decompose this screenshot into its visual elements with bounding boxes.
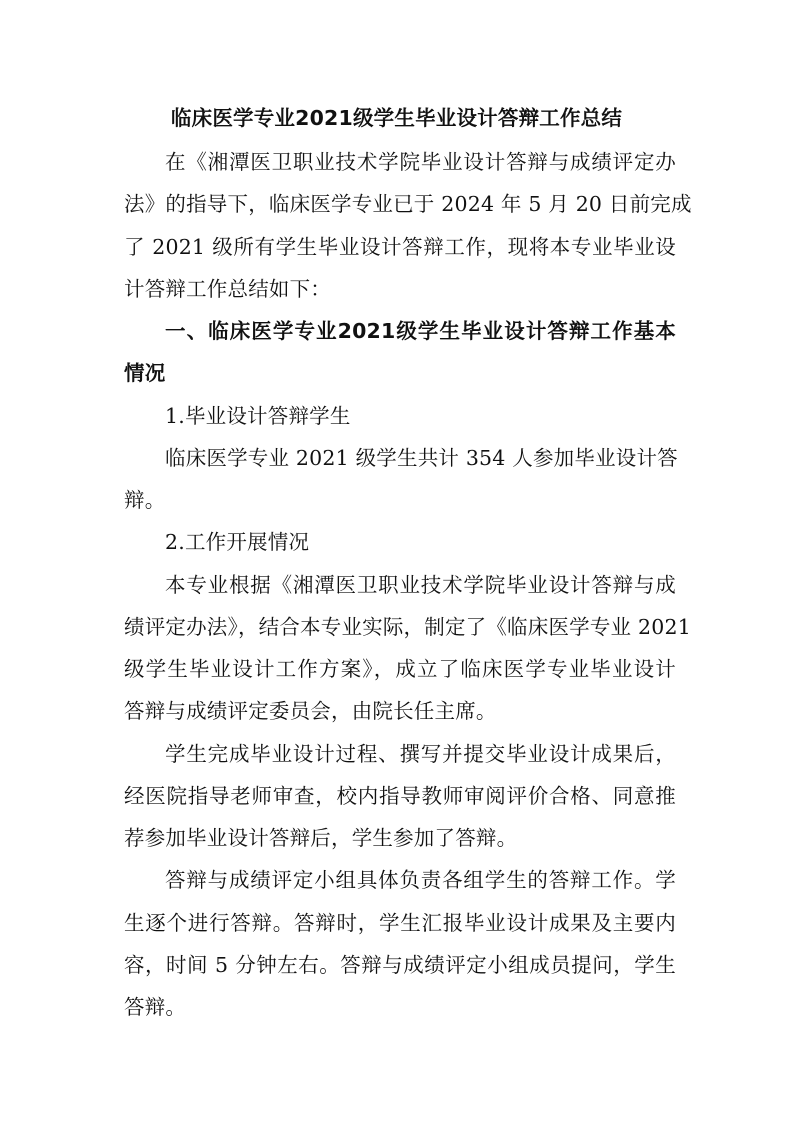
paragraph-line: 本专业根据《湘潭医卫职业技术学院毕业设计答辩与成 bbox=[165, 573, 676, 597]
paragraph-line: 在《湘潭医卫职业技术学院毕业设计答辩与成绩评定办 bbox=[165, 150, 676, 174]
subsection-heading: 1.毕业设计答辩学生 bbox=[165, 404, 351, 428]
paragraph-line: 了 2021 级所有学生毕业设计答辩工作，现将本专业毕业设 bbox=[124, 235, 676, 259]
paragraph-line: 法》的指导下，临床医学专业已于 2024 年 5 月 20 日前完成 bbox=[124, 192, 692, 216]
paragraph-line: 荐参加毕业设计答辩后，学生参加了答辩。 bbox=[124, 826, 518, 850]
paragraph-line: 级学生毕业设计工作方案》，成立了临床医学专业毕业设计 bbox=[124, 657, 676, 681]
paragraph-line: 生逐个进行答辩。答辩时，学生汇报毕业设计成果及主要内 bbox=[124, 911, 676, 935]
paragraph-line: 经医院指导老师审查，校内指导教师审阅评价合格、同意推 bbox=[124, 784, 676, 808]
paragraph-line: 答辩与成绩评定委员会，由院长任主席。 bbox=[124, 699, 497, 723]
subsection-heading: 2.工作开展情况 bbox=[165, 530, 310, 554]
paragraph-line: 绩评定办法》，结合本专业实际，制定了《临床医学专业 2021 bbox=[124, 615, 691, 639]
paragraph-line: 临床医学专业 2021 级学生共计 354 人参加毕业设计答 bbox=[165, 446, 678, 470]
paragraph-line: 答辩与成绩评定小组具体负责各组学生的答辩工作。学 bbox=[165, 868, 676, 892]
paragraph-line: 学生完成毕业设计过程、撰写并提交毕业设计成果后， bbox=[165, 742, 676, 766]
paragraph-line: 辩。 bbox=[124, 488, 166, 512]
document-title: 临床医学专业2021级学生毕业设计答辩工作总结 bbox=[170, 106, 623, 130]
paragraph-line: 计答辩工作总结如下： bbox=[124, 277, 331, 301]
section-heading: 情况 bbox=[124, 361, 166, 385]
section-heading: 一、临床医学专业2021级学生毕业设计答辩工作基本 bbox=[165, 319, 676, 343]
paragraph-line: 答辩。 bbox=[124, 995, 187, 1019]
paragraph-line: 容，时间 5 分钟左右。答辩与成绩评定小组成员提问，学生 bbox=[124, 953, 676, 977]
